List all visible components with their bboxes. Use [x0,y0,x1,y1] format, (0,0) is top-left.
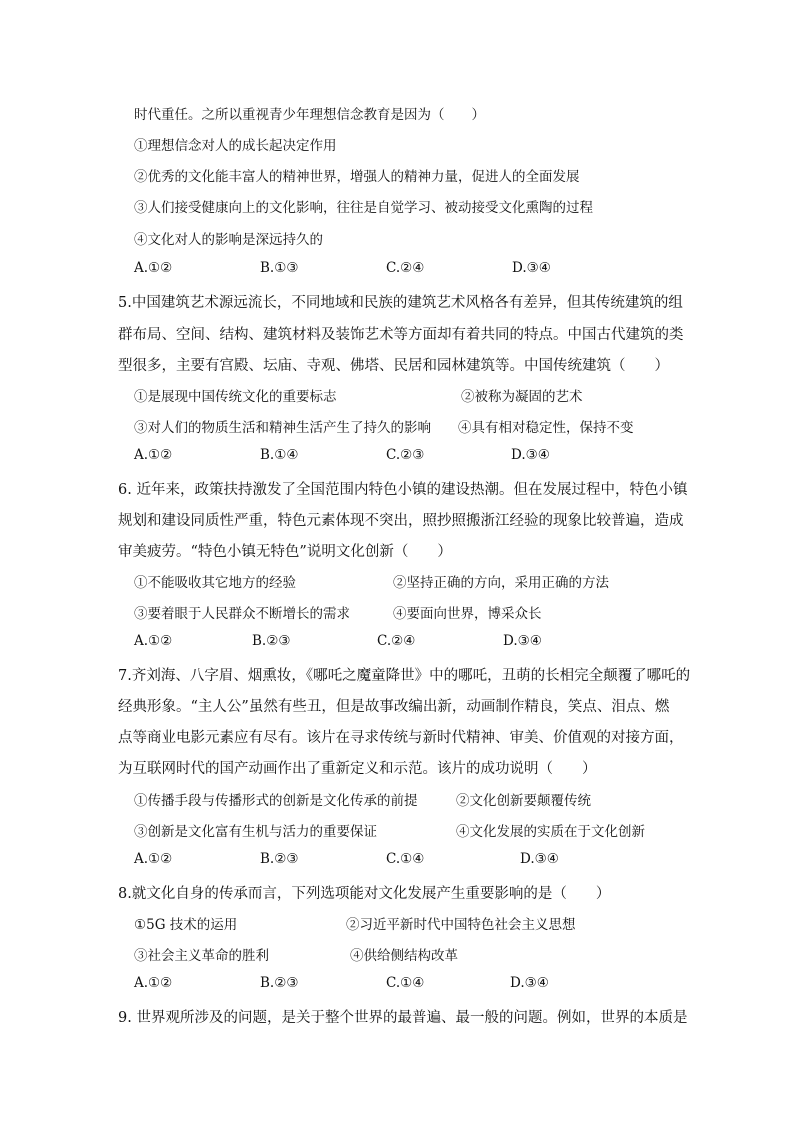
question-stem-line: 型很多，主要有宫殿、坛庙、寺观、佛塔、民居和园林建筑等。中国传统建筑（ ） [118,358,669,374]
question-stem-line: 8.就文化自身的传承而言，下列选项能对文化发展产生重要影响的是（ ） [118,886,611,902]
answer-choices [134,260,734,280]
answer-choice-a: A.①② [134,447,173,463]
option-statement: ①是展现中国传统文化的重要标志 [134,389,337,405]
answer-choice-a: A.①② [134,975,173,991]
answer-choice-c: C.②④ [386,260,425,276]
option-statement: ②文化创新要颠覆传统 [456,793,591,809]
option-statement: ④供给侧结构改革 [350,948,458,964]
question-stem-line: 规划和建设同质性严重，特色元素体现不突出，照抄照搬浙江经验的现象比较普遍，造成 [118,513,684,529]
answer-choice-d: D.③④ [512,260,551,276]
question-stem-line: 为互联网时代的国产动画作出了重新定义和示范。该片的成功说明（ ） [118,761,597,777]
question-stem-line: 5.中国建筑艺术源远流长，不同地域和民族的建筑艺术风格各有差异，但其传统建筑的组 [118,295,683,311]
option-statement: ④具有相对稳定性，保持不变 [458,420,634,436]
option-row [134,820,734,840]
answer-choices [134,633,734,653]
option-row [134,602,734,622]
answer-choice-b: B.②③ [252,633,291,649]
option-row [134,571,734,591]
answer-choices [134,975,734,995]
option-statement: ③对人们的物质生活和精神生活产生了持久的影响 [134,420,431,436]
option-row [134,385,734,405]
question-stem-line: 经典形象。“主人公”虽然有些丑，但是故事改编出新，动画制作精良，笑点、泪点、燃 [118,699,670,715]
option-statement: ④文化对人的影响是深远持久的 [134,232,323,248]
question-stem-line: 审美疲劳。“特色小镇无特色”说明文化创新（ ） [118,544,452,560]
answer-choices [134,851,734,871]
question-stem-line: 点等商业电影元素应有尽有。该片在寻求传统与新时代精神、审美、价值观的对接方面， [118,730,684,746]
answer-choice-b: B.②③ [260,975,299,991]
answer-choice-b: B.②③ [260,851,299,867]
answer-choice-c: C.②④ [377,633,416,649]
option-row [134,416,734,436]
answer-choice-d: D.③④ [510,975,549,991]
answer-choice-d: D.③④ [511,447,550,463]
question-stem-line: 群布局、空间、结构、建筑材料及装饰艺术等方面却有着共同的特点。中国古代建筑的类 [118,327,684,343]
question-stem-line: 7.齐刘海、八字眉、烟熏妆，《哪吒之魔童降世》中的哪吒，丑萌的长相完全颠覆了哪吒的 [118,668,691,684]
answer-choice-d: D.③④ [520,851,559,867]
answer-choice-a: A.①② [134,260,173,276]
option-statement: ①理想信念对人的成长起决定作用 [134,138,337,154]
option-statement: ②习近平新时代中国特色社会主义思想 [346,917,576,933]
option-statement: ②优秀的文化能丰富人的精神世界，增强人的精神力量，促进人的全面发展 [134,169,580,185]
answer-choice-d: D.③④ [503,633,542,649]
option-row [134,913,734,933]
answer-choice-c: C.①④ [386,975,425,991]
answer-choices [134,447,734,467]
option-statement: ①不能吸收其它地方的经验 [134,575,296,591]
option-row [134,789,734,809]
option-statement: ③创新是文化富有生机与活力的重要保证 [134,824,377,840]
question-stem-line: 9. 世界观所涉及的问题，是关于整个世界的最普遍、最一般的问题。例如，世界的本质是 [118,1010,688,1026]
option-statement: ④要面向世界，博采众长 [393,606,542,622]
answer-choice-b: B.①④ [260,447,299,463]
option-statement: ④文化发展的实质在于文化创新 [456,824,645,840]
option-statement: ③要着眼于人民群众不断增长的需求 [134,606,350,622]
answer-choice-c: C.①④ [386,851,425,867]
answer-choice-b: B.①③ [260,260,299,276]
answer-choice-a: A.①② [134,851,173,867]
option-statement: ①5G 技术的运用 [134,917,238,933]
question-stem-line: 6. 近年来，政策扶持激发了全国范围内特色小镇的建设热潮。但在发展过程中，特色小镇 [118,482,688,498]
option-statement: ③人们接受健康向上的文化影响，往往是自觉学习、被动接受文化熏陶的过程 [134,200,593,216]
option-statement: ③社会主义革命的胜利 [134,948,269,964]
answer-choice-c: C.②③ [386,447,425,463]
option-statement: ②坚持正确的方向，采用正确的方法 [393,575,609,591]
answer-choice-a: A.①② [134,633,173,649]
question-stem-line: 时代重任。之所以重视青少年理想信念教育是因为（ ） [134,107,485,123]
option-statement: ②被称为凝固的艺术 [461,389,583,405]
option-row [134,944,734,964]
option-statement: ①传播手段与传播形式的创新是文化传承的前提 [134,793,418,809]
